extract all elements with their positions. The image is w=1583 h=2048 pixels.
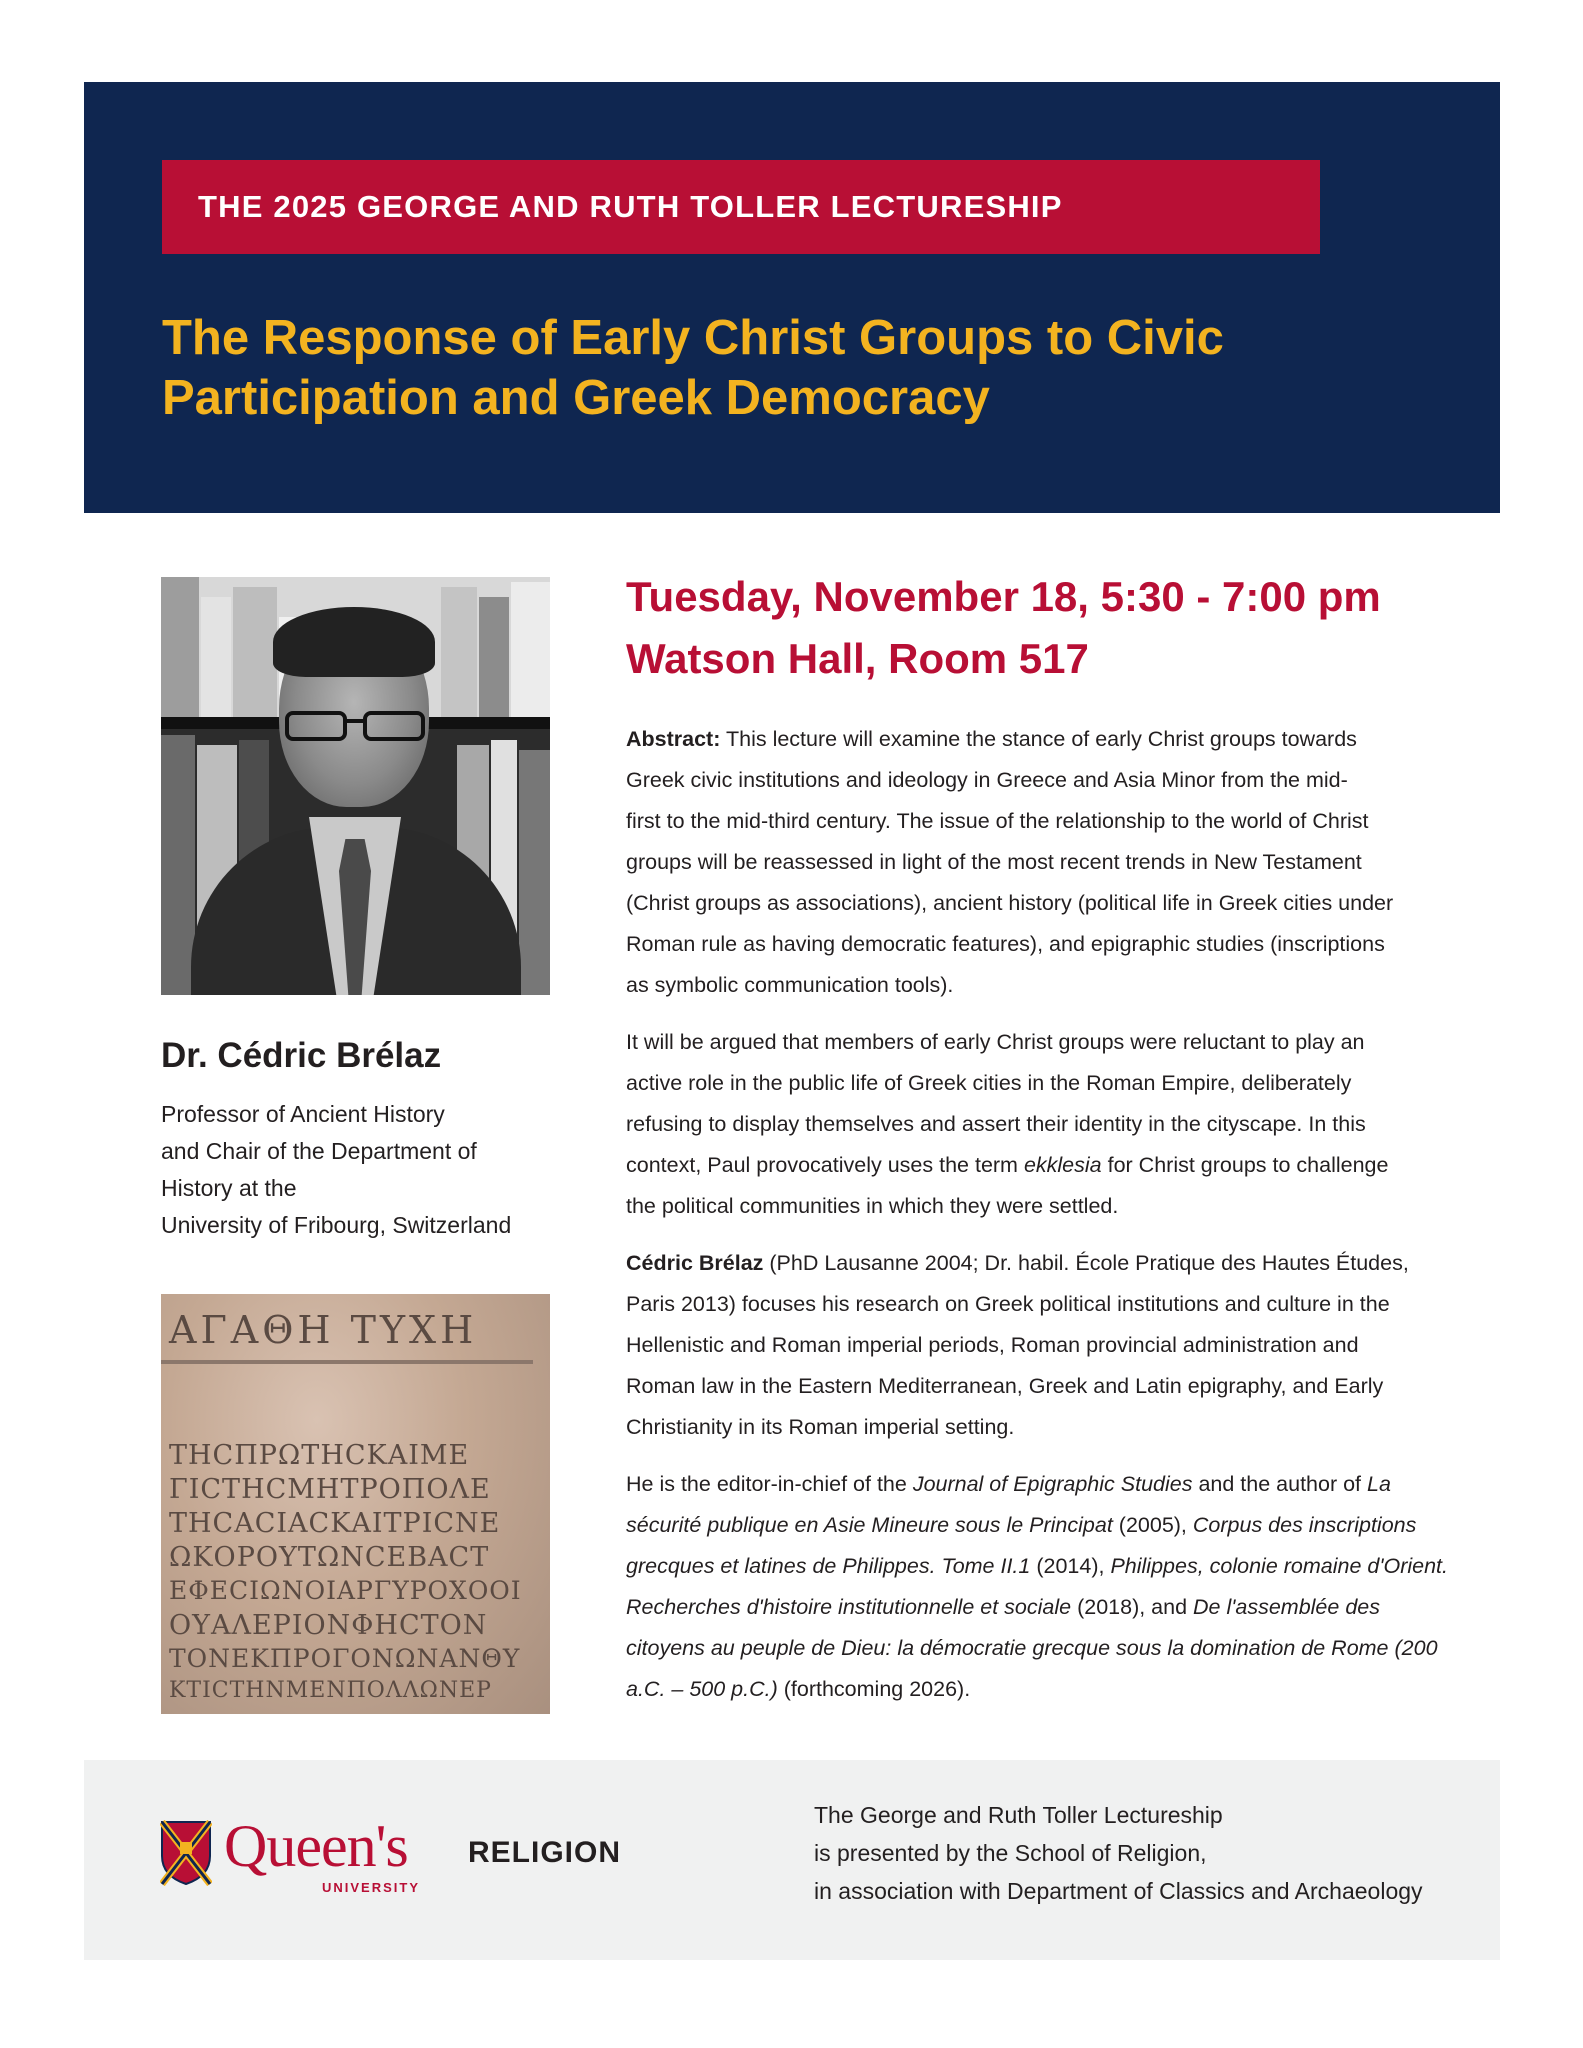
text-fragment: Corpus des inscriptions [1192,1513,1417,1537]
queens-logo-text: Queen's [224,1813,408,1879]
text-line: Greek civic institutions and ideology in Greece and Asia Minor from the mid- [626,768,1348,792]
text-line: This lecture will examine the stance of early Christ groups towards [720,727,1357,751]
bio-name: Cédric Brélaz [626,1251,764,1275]
speaker-affiliation [161,1096,581,1244]
text-fragment: Journal of Epigraphic Studies [912,1472,1193,1496]
affiliation-line: History at the [161,1175,297,1201]
text-fragment: He is the editor-in-chief of the [626,1472,913,1496]
inscription-line: ΚΤΙϹΤΗΝΜΕΝΠΟΛΛΩΝΕΡ [169,1678,492,1703]
text-fragment: context, Paul provocatively uses the term [626,1153,1024,1177]
inscription-line: ΤΗϹΑϹΙΑϹΚΑΙΤΡΙϹΝΕ [169,1508,501,1539]
text-fragment: grecques et latines de Philippes. Tome II.1 [626,1554,1031,1578]
religion-label: RELIGION [468,1836,622,1869]
text-line: Roman rule as having democratic features), and epigraphic studies (inscriptions [626,932,1385,956]
footer-panel [84,1760,1500,1960]
footer-line: The George and Ruth Toller Lectureship [814,1802,1223,1828]
text-fragment: Philippes, colonie romaine d'Orient. [1110,1554,1448,1578]
abstract-label: Abstract: [626,727,721,751]
event-datetime: Tuesday, November 18, 5:30 - 7:00 pm [626,573,1381,620]
text-line: first to the mid-third century. The issue of the relationship to the world of Christ [626,809,1369,833]
inscription-line: ΓΙϹΤΗϹΜΗΤΡΟΠΟΛΕ [169,1474,491,1505]
title-line: The Response of Early Christ Groups to Civic [162,311,1224,365]
speaker-name: Dr. Cédric Brélaz [161,1036,442,1075]
footer-line: is presented by the School of Religion, [814,1840,1207,1866]
text-line: refusing to display themselves and assert their identity in the cityscape. In this [626,1112,1366,1136]
text-line: Christianity in its Roman imperial setting. [626,1415,1015,1439]
text-line: (Christ groups as associations), ancient history (political life in Greek cities under [626,891,1394,915]
queens-crest-icon [160,1820,212,1886]
lecture-title [162,308,1462,428]
university-label: UNIVERSITY [322,1880,421,1895]
inscription-line: ΤΗϹΠΡΩΤΗϹΚΑΙΜΕ [169,1440,470,1471]
text-fragment: a.C. – 500 p.C.) [626,1677,778,1701]
lectureship-banner [162,160,1320,254]
affiliation-line: and Chair of the Department of [161,1138,477,1164]
text-line: Roman law in the Eastern Mediterranean, Greek and Latin epigraphy, and Early [626,1374,1384,1398]
text-fragment: La [1367,1472,1391,1496]
text-fragment: De l'assemblée des [1193,1595,1380,1619]
footer-note [814,1796,1423,1910]
text-line: Hellenistic and Roman imperial periods, Roman provincial administration and [626,1333,1359,1357]
text-fragment: and the author of [1192,1472,1368,1496]
footer-line: in association with Department of Classics and Archaeology [814,1878,1423,1904]
text-line: Paris 2013) focuses his research on Greek political institutions and culture in the [626,1292,1390,1316]
inscription-line: ΩΚΟΡΟΥΤΩΝϹΕΒΑϹΤ [169,1542,490,1573]
text-line: It will be argued that members of early Christ groups were reluctant to play an [626,1030,1365,1054]
text-fragment: citoyens au peuple de Dieu: la démocratie grecque sous la domination de Rome (200 [626,1636,1438,1660]
text-fragment: (2018), and [1071,1595,1194,1619]
text-fragment: ekklesia [1023,1153,1102,1177]
abstract-paragraph [626,719,1496,1006]
header-panel [84,82,1500,513]
text-line: as symbolic communication tools). [626,973,954,997]
speaker-photo [161,577,550,995]
text-fragment: (forthcoming 2026). [777,1677,971,1701]
publications-paragraph [626,1464,1496,1710]
argument-paragraph [626,1022,1496,1227]
inscription-line: ΤΟΝΕΚΠΡΟΓΟΝΩΝΑΝΘΥ [169,1644,521,1673]
abstract-section [626,719,1496,1726]
affiliation-line: University of Fribourg, Switzerland [161,1212,512,1238]
inscription-line: ΕΦΕϹΙΩΝΟΙΑΡΓΥΡΟΧΟΟΙ [169,1576,522,1605]
title-line: Participation and Greek Democracy [162,371,990,425]
text-fragment: (2014), [1030,1554,1111,1578]
text-line: active role in the public life of Greek cities in the Roman Empire, deliberately [626,1071,1352,1095]
bio-paragraph [626,1243,1496,1448]
event-details [626,566,1381,690]
inscription-line: ΑΓΑΘΗ ΤΥΧΗ [169,1308,478,1352]
inscription-line: ΟΥΑΛΕΡΙΟΝΦΗϹΤΟΝ [169,1610,488,1641]
event-location: Watson Hall, Room 517 [626,635,1089,682]
text-fragment: sécurité publique en Asie Mineure sous le Principat [626,1513,1113,1537]
banner-text: THE 2025 GEORGE AND RUTH TOLLER LECTURESHIP [198,189,1063,224]
text-fragment: (PhD Lausanne 2004; Dr. habil. École Pratique des Hautes Études, [763,1251,1409,1275]
text-fragment: for Christ groups to challenge [1101,1153,1389,1177]
text-fragment: (2005), [1112,1513,1193,1537]
text-fragment: Recherches d'histoire institutionnelle et sociale [626,1595,1072,1619]
affiliation-line: Professor of Ancient History [161,1101,445,1127]
text-line: the political communities in which they were settled. [626,1194,1119,1218]
text-line: groups will be reassessed in light of the most recent trends in New Testament [626,850,1362,874]
greek-inscription-image [161,1294,550,1714]
